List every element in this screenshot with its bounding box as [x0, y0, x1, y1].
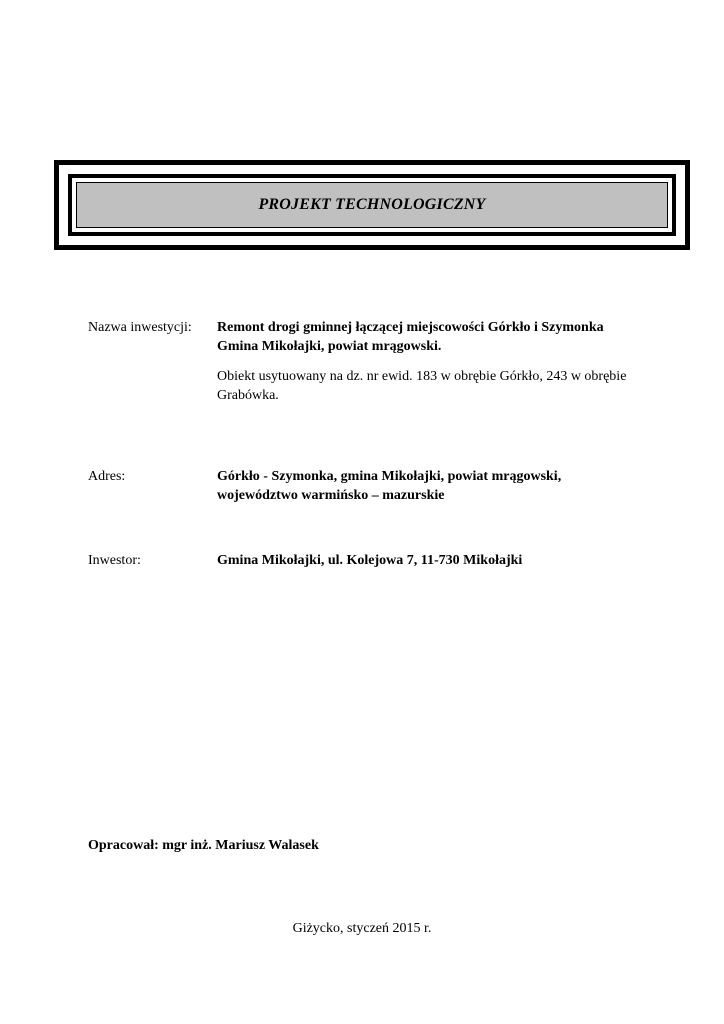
place-and-date: Giżycko, styczeń 2015 r.	[292, 921, 432, 936]
investment-note-line-1: Obiekt usytuowany na dz. nr ewid. 183 w obrębie Górkło, 243 w obrębie	[217, 369, 627, 384]
address-label: Adres:	[88, 469, 126, 484]
address-line-1: Górkło - Szymonka, gmina Mikołajki, powiat mrągowski,	[217, 469, 562, 484]
investment-name	[217, 318, 677, 356]
author-line: Opracował: mgr inż. Mariusz Walasek	[88, 838, 319, 853]
title-box-fill	[76, 182, 668, 228]
address-value	[217, 467, 677, 505]
address-line-2: województwo warmińsko – mazurskie	[217, 488, 445, 503]
investor-value: Gmina Mikołajki, ul. Kolejowa 7, 11-730 Mikołajki	[217, 553, 523, 568]
investment-name-line-1: Remont drogi gminnej łączącej miejscowości Górkło i Szymonka	[217, 320, 604, 335]
document-title: PROJEKT TECHNOLOGICZNY	[258, 196, 486, 213]
title-box-inner-border	[68, 174, 676, 236]
investment-location-note	[217, 367, 677, 405]
title-box	[54, 160, 690, 250]
investor-label: Inwestor:	[88, 553, 141, 568]
investment-note-line-2: Grabówka.	[217, 388, 279, 403]
investment-label: Nazwa inwestycji:	[88, 320, 192, 335]
investment-name-line-2: Gmina Mikołajki, powiat mrągowski.	[217, 339, 442, 354]
